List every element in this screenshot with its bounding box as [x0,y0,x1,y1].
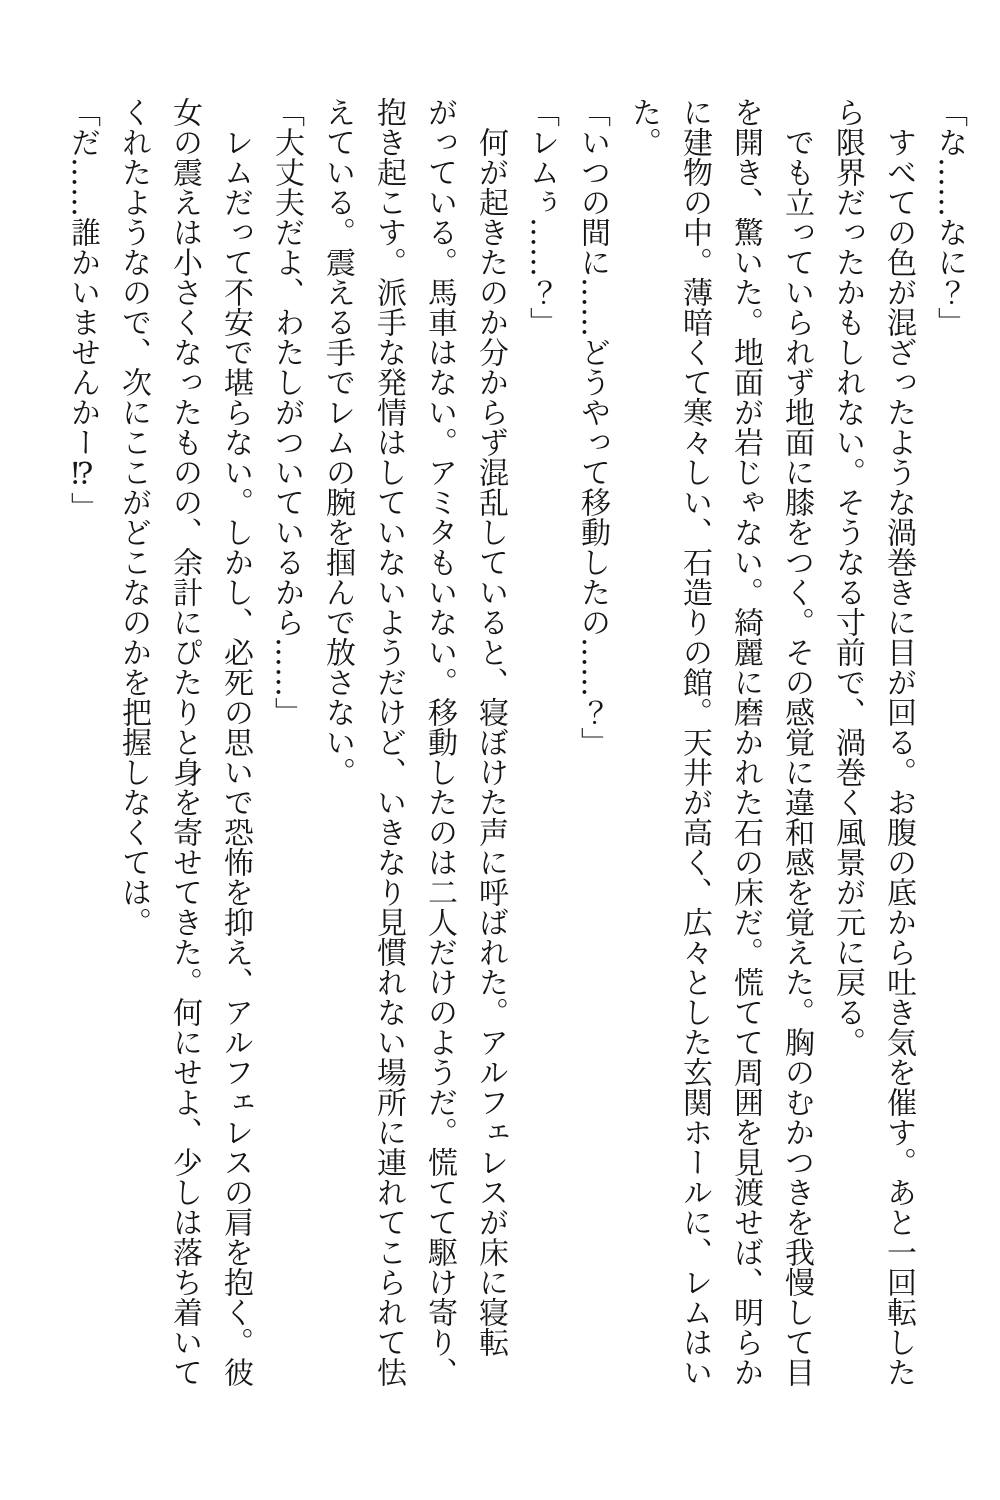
narration-paragraph-8: レムだって不安で堪らない。しかし、必死の思いで恐怖を抑え、アルフェレスの肩を抱く。彼女の震えは小さくなったものの、余計にぴたりと身を寄せてきた。何にせよ、少しは落ち着いてくれたようなので、次にここがどこなのかを把握しなくては。 [116,97,253,1387]
dialogue-paragraph-9: 「だ……誰かいませんかー⁉」 [65,97,100,522]
narration-paragraph-2: すべての色が混ざったような渦巻きに目が回る。お腹の底から吐き気を催す。あと一回転したら限界だったかもしれない。そうなる寸前で、渦巻く風景が元に戻る。 [830,97,916,1387]
dialogue-paragraph-4: 「いつの間に……どうやって移動したの……？」 [575,97,610,757]
narration-paragraph-3: でも立っていられず地面に膝をつく。その感覚に違和感を覚えた。胸のむかつきを我慢して目を開き、驚いた。地面が岩じゃない。綺麗に磨かれた石の床だ。慌てて周囲を見渡せば、明らかに建物の中。薄暗くて寒々しい、石造りの館。天井が高く、広々とした玄関ホールに、レムはいた。 [626,97,814,1387]
dialogue-paragraph-1: 「な……なに？」 [932,97,967,337]
narration-paragraph-6: 何が起きたのか分からず混乱していると、寝ぼけた声に呼ばれた。アルフェレスが床に寝転がっている。馬車はない。アミタもいない。移動したのは二人だけのようだ。慌てて駆け寄り、抱き起こす。派手な発情はしていないようだけど、いきなり見慣れない場所に連れてこられて怯えている。震える手でレムの腕を掴んで放さない。 [320,97,508,1387]
novel-text-area [45,97,975,1407]
dialogue-paragraph-7: 「大丈夫だよ、わたしがついているから……」 [269,97,304,727]
dialogue-paragraph-5: 「レムぅ……？」 [524,97,559,337]
